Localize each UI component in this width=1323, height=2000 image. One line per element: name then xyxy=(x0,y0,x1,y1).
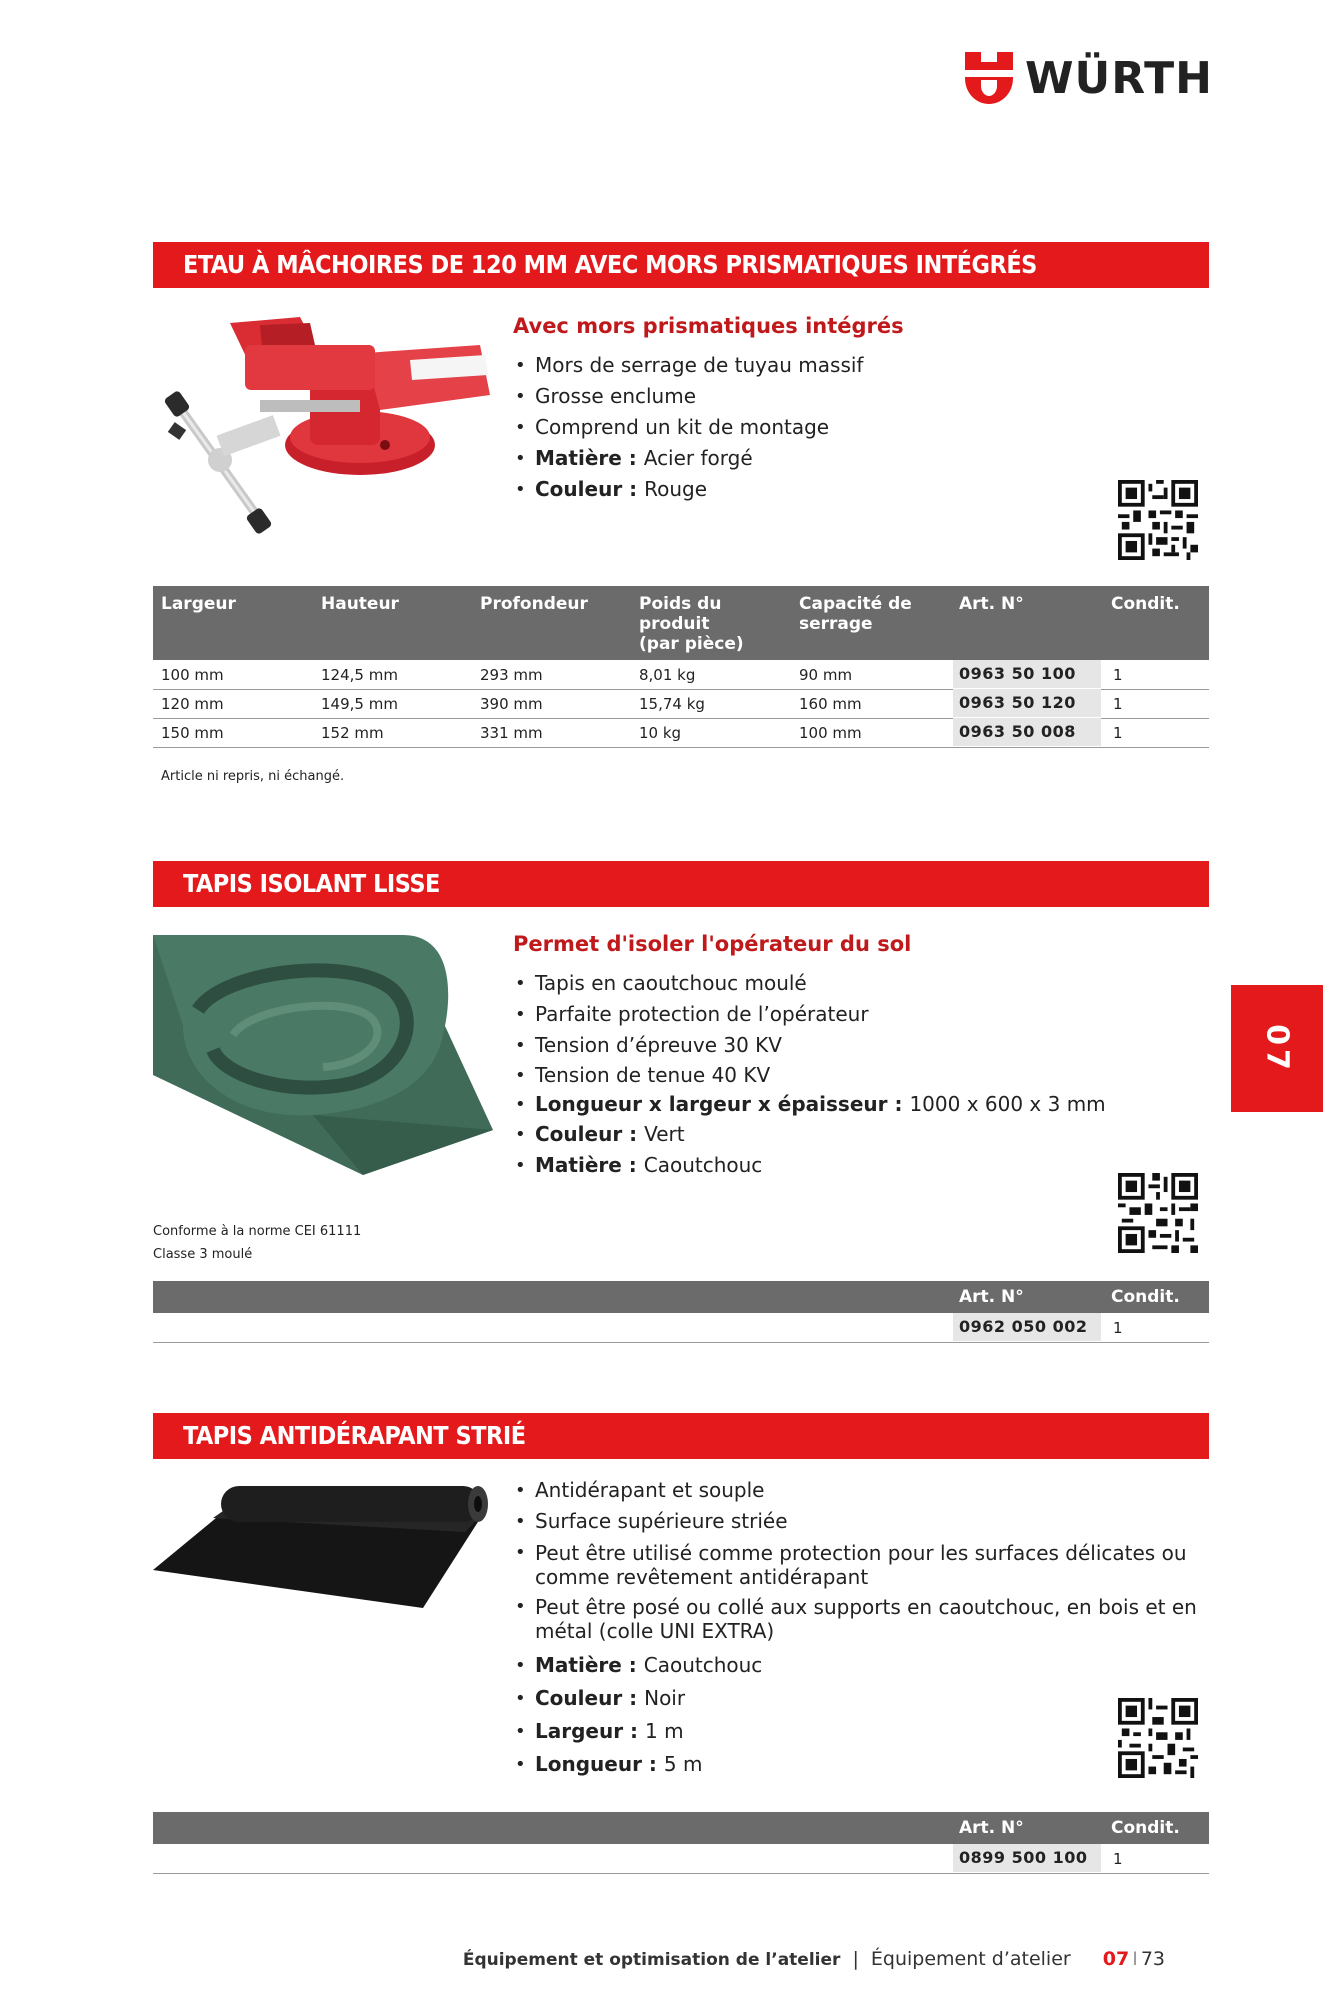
table-header-insulating-mat xyxy=(153,1281,1209,1313)
feature-item: • Grosse enclume xyxy=(513,381,1173,412)
table-row: 120 mm 149,5 mm 390 mm 15,74 kg 160 mm 0963 50 120 1 xyxy=(153,689,1209,719)
brand-name: WÜRTH xyxy=(1025,52,1214,104)
column-header: Art. N° xyxy=(959,1287,1024,1307)
article-number[interactable]: 0963 50 100 xyxy=(953,660,1101,688)
column-header: Largeur xyxy=(161,594,236,614)
norm-notes: Conforme à la norme CEI 61111 Classe 3 moulé xyxy=(153,1224,362,1262)
black-mat-image xyxy=(153,1486,493,1611)
footer-separator: | xyxy=(852,1948,859,1970)
feature-item: • Couleur : Rouge xyxy=(513,474,1173,505)
column-header: Condit. xyxy=(1111,1287,1180,1307)
feature-item: • Tension d’épreuve 30 KV xyxy=(513,1030,1193,1061)
table-row: 150 mm 152 mm 331 mm 10 kg 100 mm 0963 50 008 1 xyxy=(153,718,1209,748)
column-header: Profondeur xyxy=(480,594,588,614)
section-subtitle-insulating-mat: Permet d'isoler l'opérateur du sol xyxy=(513,932,912,956)
column-header: Hauteur xyxy=(321,594,399,614)
table-row: 0962 050 002 1 xyxy=(153,1313,1209,1343)
footer-category: Équipement et optimisation de l’atelier xyxy=(462,1950,841,1970)
article-number[interactable]: 0963 50 120 xyxy=(953,689,1101,717)
feature-item: • Longueur x largeur x épaisseur : 1000 x 600 x 3 mm xyxy=(513,1090,1193,1119)
feature-item: • Matière : Caoutchouc xyxy=(513,1649,1213,1682)
feature-item: • Largeur : 1 m xyxy=(513,1715,1213,1748)
feature-item: • Matière : Caoutchouc xyxy=(513,1150,1193,1181)
page-footer: Équipement et optimisation de l’atelier | Équipement d’atelier 07 I 73 xyxy=(462,1948,1165,1970)
article-number[interactable]: 0899 500 100 xyxy=(953,1844,1101,1872)
feature-item: • Tapis en caoutchouc moulé xyxy=(513,968,1193,999)
page-number: 73 xyxy=(1140,1948,1165,1970)
qr-code-icon[interactable] xyxy=(1118,1698,1198,1778)
feature-item: • Longueur : 5 m xyxy=(513,1748,1213,1781)
section-subtitle-vise: Avec mors prismatiques intégrés xyxy=(513,314,904,338)
table-note: Article ni repris, ni échangé. xyxy=(161,769,345,784)
feature-item: • Comprend un kit de montage xyxy=(513,412,1173,443)
wurth-logo xyxy=(965,52,1213,104)
article-number[interactable]: 0963 50 008 xyxy=(953,718,1101,746)
feature-item: • Mors de serrage de tuyau massif xyxy=(513,350,1173,381)
footer-subcategory: Équipement d’atelier xyxy=(870,1948,1071,1970)
feature-list-insulating-mat xyxy=(513,968,1193,1181)
feature-item: • Couleur : Vert xyxy=(513,1119,1193,1150)
section-title-insulating-mat: TAPIS ISOLANT LISSE xyxy=(153,861,1209,907)
table-row: 100 mm 124,5 mm 293 mm 8,01 kg 90 mm 0963 50 100 1 xyxy=(153,660,1209,690)
feature-item: • Antidérapant et souple xyxy=(513,1475,1213,1506)
qr-code-icon[interactable] xyxy=(1118,1173,1198,1253)
column-header: Condit. xyxy=(1111,1818,1180,1838)
chapter-tab-label: 07 xyxy=(1259,1023,1295,1074)
feature-item: • Surface supérieure striée xyxy=(513,1506,1213,1537)
column-header: Poids du produit (par pièce) xyxy=(639,594,744,654)
column-header: Art. N° xyxy=(959,594,1024,614)
footer-chapter: 07 xyxy=(1102,1948,1130,1970)
feature-item: • Couleur : Noir xyxy=(513,1682,1213,1715)
column-header: Art. N° xyxy=(959,1818,1024,1838)
column-header: Condit. xyxy=(1111,594,1180,614)
green-mat-image xyxy=(153,935,493,1175)
feature-item: • Matière : Acier forgé xyxy=(513,443,1173,474)
table-header-anti-slip-mat xyxy=(153,1812,1209,1844)
column-header: Capacité de serrage xyxy=(799,594,912,634)
qr-code-icon[interactable] xyxy=(1118,480,1198,560)
vise-image xyxy=(150,315,490,540)
table-header-vise xyxy=(153,586,1209,660)
chapter-tab[interactable] xyxy=(1231,985,1323,1112)
feature-item: • Tension de tenue 40 KV xyxy=(513,1061,1193,1090)
article-number[interactable]: 0962 050 002 xyxy=(953,1313,1101,1341)
feature-list-vise xyxy=(513,350,1173,505)
wurth-logo-icon xyxy=(965,52,1013,104)
section-title-vise: ETAU À MÂCHOIRES DE 120 MM AVEC MORS PRISMATIQUES INTÉGRÉS xyxy=(153,242,1209,288)
feature-item: • Peut être utilisé comme protection pour les surfaces délicates ou comme revêtement antidérapant xyxy=(513,1541,1213,1589)
table-row: 0899 500 100 1 xyxy=(153,1844,1209,1874)
section-title-anti-slip-mat: TAPIS ANTIDÉRAPANT STRIÉ xyxy=(153,1413,1209,1459)
feature-item: • Parfaite protection de l’opérateur xyxy=(513,999,1193,1030)
feature-list-anti-slip-mat xyxy=(513,1475,1213,1781)
feature-item: • Peut être posé ou collé aux supports en caoutchouc, en bois et en métal (colle UNI EXTRA) xyxy=(513,1595,1213,1643)
